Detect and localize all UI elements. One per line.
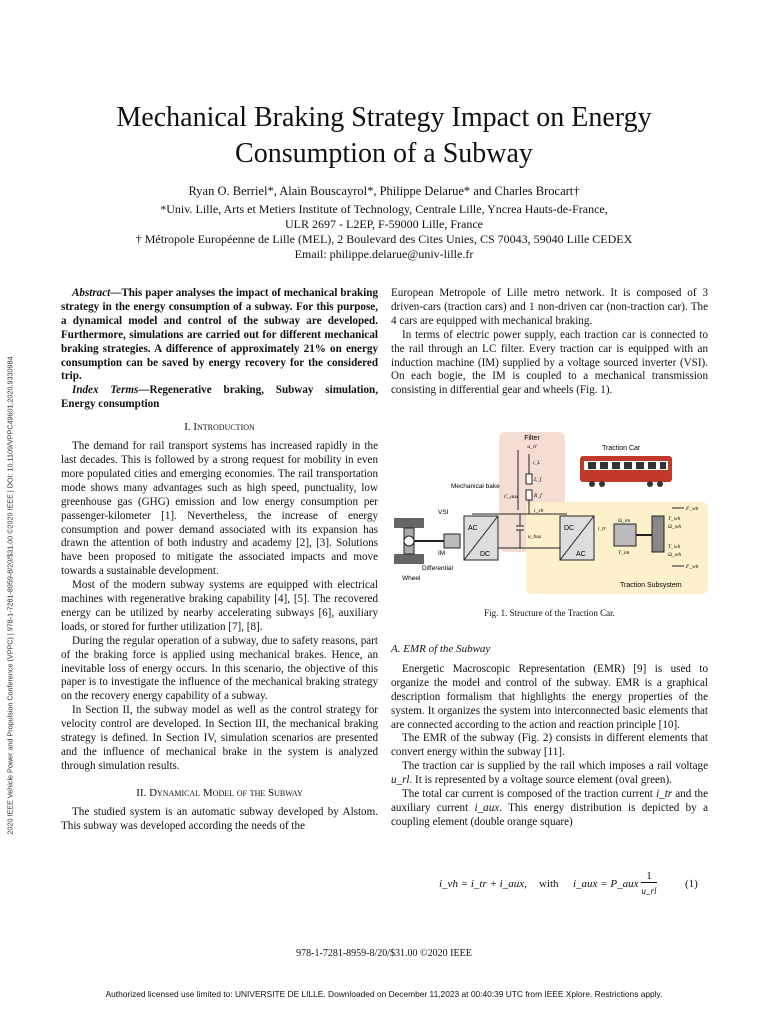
mech-bake-label: Mechanical bake	[451, 483, 500, 490]
title-line-2: Consumption of a Subway	[235, 138, 533, 169]
f-wh-label-bottom: F_wh	[686, 564, 699, 570]
differential-label: Differential	[422, 565, 453, 572]
abstract-text: —This paper analyses the impact of mechanical braking strategy in the energy consumption of a subway. For this purpose, a dynamical model and control of the subway are developed. Furthermore, simulations are carried out for different mechanical braking strategies. A difference of approximately 21% on energy consumption can be saved by energy recovery for the considered trip.	[61, 287, 378, 383]
subsection-a-heading: A. EMR of the Subway	[391, 643, 491, 655]
eq-left: i_vh = i_tr + i_aux,	[439, 878, 527, 890]
vsi-dc-label: DC	[480, 551, 491, 558]
title-line-1: Mechanical Braking Strategy Impact on Energy	[116, 102, 652, 133]
t-wh-label-top: T_wh	[668, 516, 681, 522]
omega-im-label: Ω_im	[618, 518, 631, 524]
eq-frac-den: u_rl	[641, 886, 657, 896]
vsi-label: VSI	[438, 509, 449, 516]
ivh-label: i_vh	[534, 508, 544, 514]
sidebar-doi: 2020 IEEE Vehicle Power and Propulsion Conference (VPPC) | 978-1-7281-8959-8/20/$31.00 ©2020 IEEE | DOI: 10.1109/VPPC49601.2020.9330984	[5, 356, 15, 835]
t-wh-label-bottom: T_wh	[668, 544, 681, 550]
vsi-ac-label: AC	[468, 525, 478, 532]
text-span: The total car current is composed of the traction current	[402, 788, 657, 801]
traction-subsystem-label: Traction Subsystem	[620, 582, 682, 589]
t-im-label: T_im	[618, 550, 630, 556]
paragraph	[391, 760, 708, 788]
paragraph: During the regular operation of a subway, due to safety reasons, part of the braking force is applied using mechanical brakes. Hence, an inevitable loss of energy occurs. In this scenario, the objective of this paper is to investigate the influence of the mechanical braking strategy on the recovery energy capability of a subway.	[61, 634, 378, 703]
paragraph: The studied system is an automatic subway developed by Alstom. This subway was developed according the needs of the	[61, 805, 378, 832]
paragraph: In terms of electric power supply, each traction car is connected to the rail through an LC filter. Every traction car is equipped with an induction machine (IM) supplied by a voltage sourced inverter (VSI). On each bogie, the IM is coupled to a mechanical transmission consisting in differential gear and wheels (Fig. 1).	[391, 328, 708, 397]
right-column-top	[391, 287, 708, 398]
math-var: i_tr	[656, 788, 673, 801]
filter-label: Filter	[524, 435, 540, 442]
footer-isbn: 978-1-7281-8959-8/20/$31.00 ©2020 IEEE	[296, 948, 472, 959]
affiliation-1: *Univ. Lille, Arts et Metiers Institute of Technology, Centrale Lille, Yncrea Hauts-de-France,	[160, 202, 608, 216]
inverter-dc-label: DC	[564, 525, 575, 532]
omega-wh-label-bottom: Ω_wh	[668, 552, 682, 558]
paragraph: Energetic Macroscopic Representation (EMR) [9] is used to organize the model and control of the subway. EMR is a graphical description formalism that highlights the energy properties of the system. It organizes the system into interconnected basic elements that are connected according to the action and reaction principle [10].	[391, 662, 708, 731]
rf-label: R_f	[534, 493, 542, 499]
right-column-bottom	[391, 643, 708, 830]
math-var: u_rl	[391, 774, 410, 787]
caux-label: C_aux	[504, 494, 519, 500]
figure-caption: Fig. 1. Structure of the Traction Car.	[484, 608, 615, 618]
traction-car-figure	[392, 430, 710, 605]
eq-right: i_aux = P_aux	[573, 878, 639, 890]
abstract	[61, 287, 378, 384]
f-wh-label-top: F_wh	[686, 506, 699, 512]
index-terms	[61, 384, 378, 412]
authorized-use-note: Authorized licensed use limited to: UNIVERSITE DE LILLE. Downloaded on December 11,2023 at 00:40:39 UTC from IEEE Xplore. Restrictions apply.	[105, 989, 663, 999]
itr-label: i_tr	[598, 526, 606, 532]
text-span: and the auxiliary current	[391, 788, 708, 814]
il-label: i_L	[533, 460, 541, 466]
vsi-converter	[464, 516, 498, 560]
math-var: i_aux	[474, 801, 500, 814]
affiliation-2: ULR 2697 - L2EP, F-59000 Lille, France	[285, 217, 483, 231]
paragraph: In Section II, the subway model as well as the control strategy for velocity control are developed. In Section III, the mechanical braking strategy is defined. In Section IV, simulation scenarios are presented and the influence of mechanical brake in the system is analyzed through simulation results.	[61, 704, 378, 772]
eq-number: (1)	[685, 878, 698, 890]
bogie-wheels	[394, 518, 460, 564]
inverter-converter	[560, 516, 594, 560]
im-label: IM	[438, 550, 446, 557]
paper-title	[40, 100, 728, 172]
email: Email: philippe.delarue@univ-lille.fr	[294, 247, 474, 261]
authors: Ryan O. Berriel*, Alain Bouscayrol*, Philippe Delarue* and Charles Brocart†	[188, 184, 580, 198]
index-label: Index Terms	[72, 384, 139, 397]
paragraph: The EMR of the subway (Fig. 2) consists in different elements that convert energy within the subway [11].	[391, 732, 708, 759]
eq-frac-num: 1	[641, 870, 657, 883]
paragraph: Most of the modern subway systems are equipped with electrical machines with regenerative braking capability [4], [5]. The recovered energy can be utilized by nearby accelerating subways [6], auxiliary loads, or stored for further utilization [7], [8].	[61, 579, 378, 633]
eq-with: with	[539, 878, 559, 890]
train-icon	[580, 456, 672, 487]
section-2-heading: II. Dynamical Model of the Subway	[136, 786, 303, 799]
traction-car-label: Traction Car	[602, 445, 641, 452]
abstract-label: Abstract	[72, 287, 111, 299]
index-text: —Regenerative braking, Subway simulation, Energy consumption	[61, 384, 378, 411]
wheel-label: Wheel	[402, 575, 421, 582]
left-column	[61, 287, 378, 834]
filter-sub-label: u_rl	[527, 444, 537, 450]
omega-wh-label-top: Ω_wh	[668, 524, 682, 530]
text-span: The traction car is supplied by the rail which imposes a rail voltage	[402, 760, 708, 773]
section-1-heading: I. Introduction	[184, 421, 255, 434]
affiliation-3: † Métropole Européenne de Lille (MEL), 2 Boulevard des Cites Unies, CS 70043, 59040 Lille CEDEX	[135, 232, 633, 246]
text-span: . It is represented by a voltage source element (oval green).	[409, 774, 672, 787]
ubus-label: u_bus	[528, 534, 542, 540]
lf-label: L_f	[534, 477, 542, 483]
paragraph: The demand for rail transport systems has increased rapidly in the last decades. This is followed by a strong request for mobility in even more populated cities and emerging economies. The rail transportation mode shows many advantages such as high speed, punctuality, low greenhouse gas (GHG) emission and low energy consumption per passenger-kilometer [1]. Nevertheless, the increase of energy consumption and power demand associated with its expansion has drawn the attention of both industry and academy [2], [3]. Solutions have been proposed to mitigate the associated impacts and move towards a sustainable development.	[61, 440, 378, 578]
text-span: . This energy distribution is depicted by a coupling element (double orange square)	[391, 801, 709, 828]
paragraph	[391, 788, 708, 830]
inverter-ac-label: AC	[576, 551, 586, 558]
paragraph: European Metropole of Lille metro network. It is composed of 3 driven-cars (traction cars) and 1 non-driven car (non-traction car). The 4 cars are equipped with mechanical braking.	[391, 287, 708, 327]
